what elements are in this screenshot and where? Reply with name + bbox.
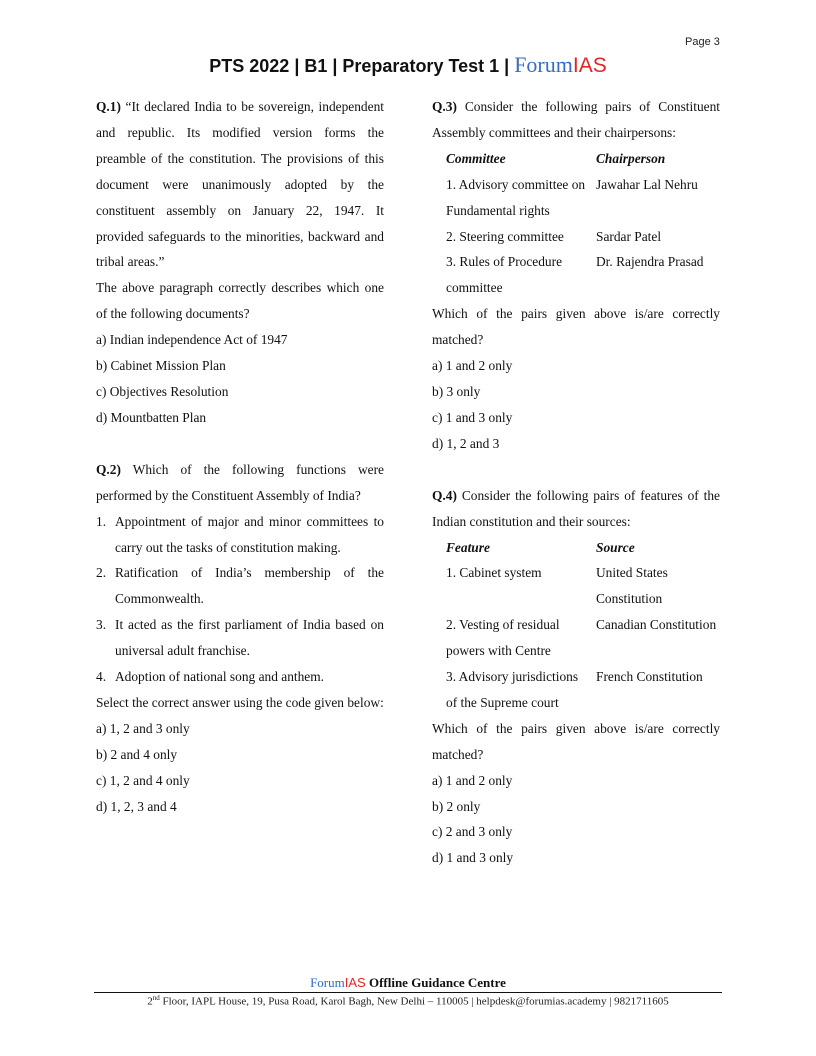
question-3 [432,94,720,457]
footer-floor-suffix: nd [152,994,160,1002]
question-1 [96,94,384,431]
question-3-pairs-table [446,146,703,301]
question-2-prompt: Select the correct answer using the code given below: [96,694,384,710]
footer-centre-name: Offline Guidance Centre [365,975,506,990]
question-3-option: d) 1, 2 and 3 [432,435,500,451]
table-header-row [446,535,720,561]
question-2-option: c) 1, 2 and 4 only [96,772,190,788]
pair-item: 3. Rules of Procedure committee [446,254,563,296]
statement-number: 1. [96,513,107,529]
pair-match: Sardar Patel [596,228,662,244]
column-header-feature: Feature [446,539,490,555]
question-3-option: c) 1 and 3 only [432,409,513,425]
question-2-statement [96,509,384,561]
question-3-option: b) 3 only [432,383,481,399]
question-2-statement [96,560,384,612]
question-1-option: a) Indian independence Act of 1947 [96,332,288,348]
footer-address [0,994,816,1008]
table-row [446,612,720,664]
question-2-option: d) 1, 2, 3 and 4 [96,798,177,814]
brand-forum: Forum [514,52,573,77]
question-1-text: “It declared India to be sovereign, independent and republic. Its modified version forms the preamble of the constitution. The provisions of this document were unanimously adopted by the constituent assembly on January 22, 1947. It provided safeguards to the minorities, backward and tribal areas.” [96,99,384,270]
question-2-option: a) 1, 2 and 3 only [96,720,190,736]
pair-item: 2. Vesting of residual powers with Centre [446,617,560,659]
statement-text: Appointment of major and minor committees to carry out the tasks of constitution making. [115,513,384,555]
question-1-option: b) Cabinet Mission Plan [96,358,226,374]
question-1-stem [96,94,384,275]
statement-number: 3. [96,617,107,633]
question-2-stem [96,457,384,509]
table-row [446,664,720,716]
question-4-option: b) 2 only [432,798,481,814]
question-4-option: c) 2 and 3 only [432,824,513,840]
question-2-number: Q.2) [96,461,121,477]
page-title [0,52,816,78]
question-4-number: Q.4) [432,487,457,503]
statement-text: It acted as the first parliament of India based on universal adult franchise. [115,617,384,659]
question-1-prompt: The above paragraph correctly describes which one of the following documents? [96,280,384,322]
pair-match: French Constitution [596,669,703,685]
question-2 [96,457,384,820]
question-2-statement [96,612,384,664]
pair-match: Dr. Rajendra Prasad [596,254,704,270]
column-header-committee: Committee [446,150,506,166]
right-column [432,94,720,871]
table-header-row [446,146,703,172]
pair-match: United States Constitution [596,565,668,607]
question-3-prompt: Which of the pairs given above is/are correctly matched? [432,306,720,348]
footer-address-text: Floor, IAPL House, 19, Pusa Road, Karol Bagh, New Delhi – 110005 | helpdesk@forumias.academy | 9821711605 [159,995,669,1008]
question-2-statement [96,664,384,690]
table-row [446,172,703,224]
footer-brand-forum: Forum [310,975,345,990]
question-3-stem [432,94,720,146]
question-4-option: a) 1 and 2 only [432,772,513,788]
question-2-text: Which of the following functions were performed by the Constituent Assembly of India? [96,461,384,503]
question-1-option: c) Objectives Resolution [96,383,229,399]
column-header-source: Source [596,539,635,555]
question-3-text: Consider the following pairs of Constituent Assembly committees and their chairpersons: [432,99,721,140]
question-4-stem [432,483,720,535]
question-1-option: d) Mountbatten Plan [96,409,207,425]
question-3-option: a) 1 and 2 only [432,358,513,374]
statement-text: Ratification of India’s membership of the Commonwealth. [115,565,384,607]
question-4 [432,483,720,872]
footer-floor-number: 2 [147,995,153,1008]
statement-text: Adoption of national song and anthem. [115,669,325,685]
table-row [446,560,720,612]
brand-ias: IAS [572,54,607,77]
left-column [96,94,384,819]
pair-item: 1. Cabinet system [446,565,542,581]
question-4-pairs-table [446,535,720,716]
footer-divider [94,992,722,993]
footer-title [0,975,816,991]
pair-item: 3. Advisory jurisdictions of the Supreme court [446,669,579,710]
table-row [446,249,703,301]
footer-brand-ias: IAS [344,975,366,990]
statement-number: 2. [96,565,107,581]
question-1-number: Q.1) [96,99,121,114]
pair-match: Jawahar Lal Nehru [596,176,698,192]
pair-item: 2. Steering committee [446,228,564,244]
pair-match: Canadian Constitution [596,617,717,633]
question-4-option: d) 1 and 3 only [432,850,514,866]
title-text: PTS 2022 | B1 | Preparatory Test 1 | [209,56,515,76]
page-number: Page 3 [685,36,720,48]
table-row [446,224,703,250]
pair-item: 1. Advisory committee on Fundamental rights [446,176,586,218]
column-header-chairperson: Chairperson [596,150,666,166]
question-3-number: Q.3) [432,99,457,114]
question-4-text: Consider the following pairs of features of the Indian constitution and their sources: [432,487,720,529]
statement-number: 4. [96,669,107,685]
question-4-prompt: Which of the pairs given above is/are correctly matched? [432,720,720,762]
question-2-option: b) 2 and 4 only [96,746,178,762]
